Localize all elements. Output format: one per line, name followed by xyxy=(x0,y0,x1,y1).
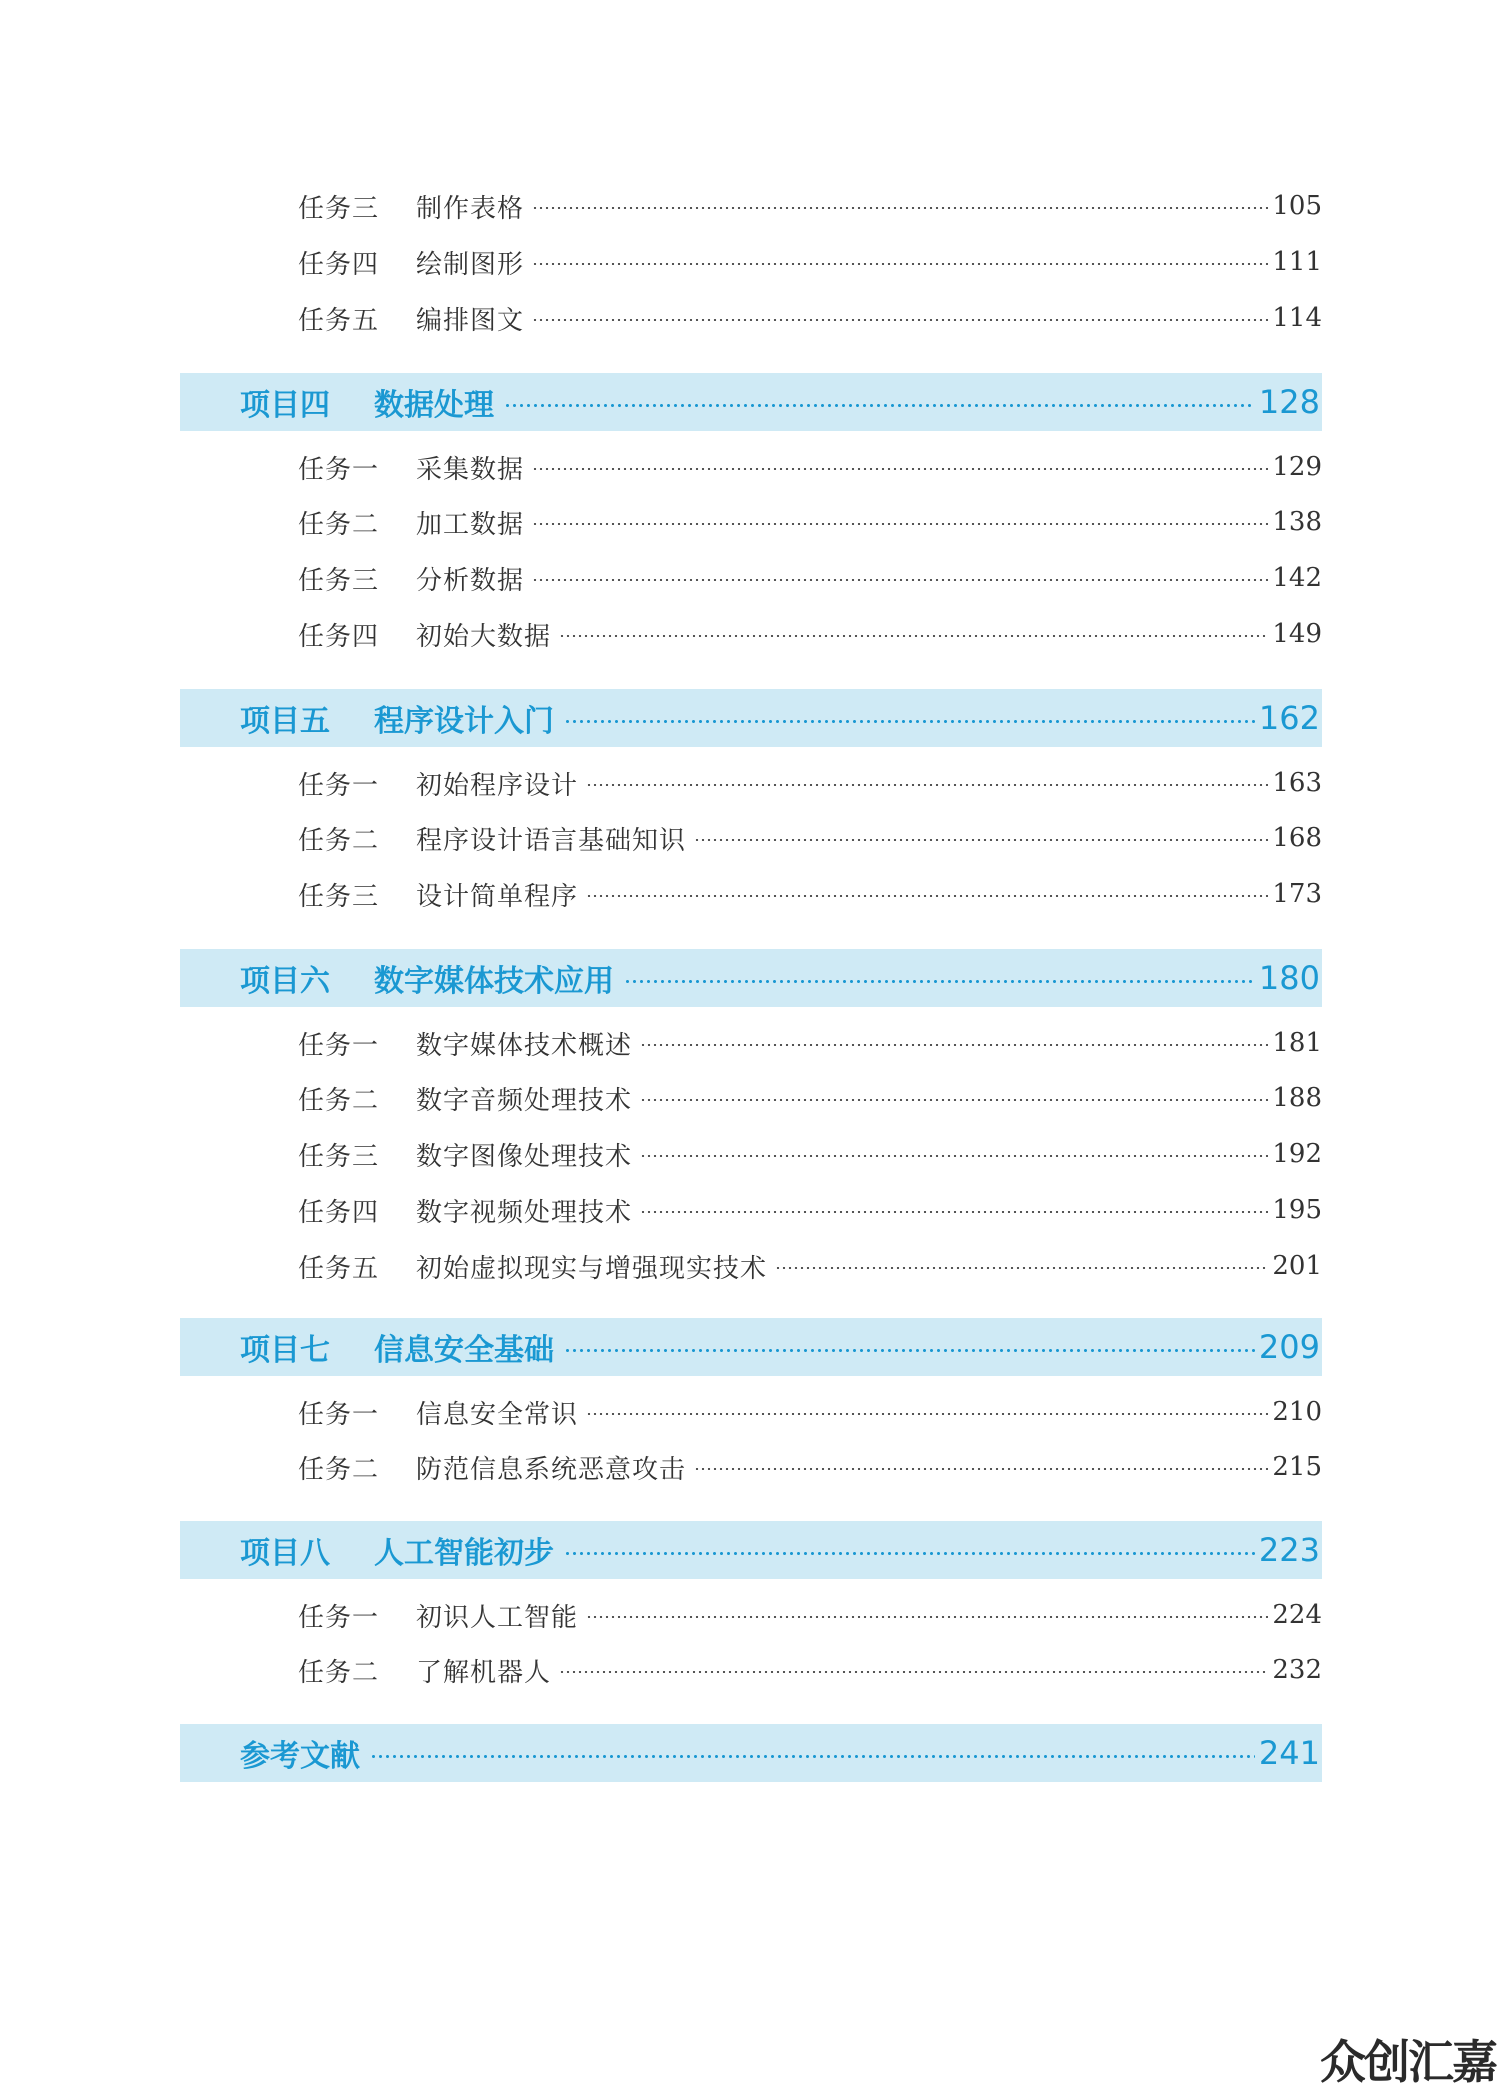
task-entry[interactable] xyxy=(180,1587,1322,1643)
task-title: 信息安全常识 xyxy=(416,1399,579,1430)
task-entry[interactable] xyxy=(180,1642,1322,1698)
task-entry[interactable] xyxy=(180,234,1322,290)
dot-leader xyxy=(586,1413,1268,1415)
task-entry[interactable] xyxy=(180,1070,1322,1126)
task-entry[interactable] xyxy=(180,1015,1322,1071)
dot-leader xyxy=(532,579,1268,581)
task-entry[interactable] xyxy=(180,1384,1322,1440)
task-number: 任务四 xyxy=(298,249,380,280)
task-title: 初始虚拟现实与增强现实技术 xyxy=(416,1253,768,1284)
project-title: 信息安全基础 xyxy=(374,1333,554,1368)
project-title: 数据处理 xyxy=(374,388,494,423)
dot-leader xyxy=(640,1155,1268,1157)
task-entry[interactable] xyxy=(180,290,1322,346)
task-title: 初始程序设计 xyxy=(416,770,579,801)
task-entry[interactable] xyxy=(180,810,1322,866)
dot-leader xyxy=(559,1671,1268,1673)
page-number: 173 xyxy=(1272,879,1322,909)
dot-leader xyxy=(532,263,1268,265)
project-heading[interactable] xyxy=(180,1318,1322,1376)
dot-leader xyxy=(504,404,1255,407)
dot-leader xyxy=(559,635,1268,637)
task-title: 加工数据 xyxy=(416,509,525,540)
page-number: 210 xyxy=(1272,1397,1322,1427)
dot-leader xyxy=(532,468,1268,470)
task-title: 数字媒体技术概述 xyxy=(416,1030,633,1061)
page-number: 195 xyxy=(1272,1195,1322,1225)
task-entry[interactable] xyxy=(180,494,1322,550)
project-number: 项目六 xyxy=(240,964,330,999)
task-title: 数字音频处理技术 xyxy=(416,1085,633,1116)
watermark-logo: 众创汇嘉 xyxy=(1320,2035,1496,2089)
task-entry[interactable] xyxy=(180,1238,1322,1294)
task-entry[interactable] xyxy=(180,1439,1322,1495)
task-number: 任务一 xyxy=(298,770,380,801)
task-number: 任务二 xyxy=(298,1454,380,1485)
dot-leader xyxy=(586,1616,1268,1618)
dot-leader xyxy=(775,1267,1268,1269)
task-title: 采集数据 xyxy=(416,454,525,485)
task-number: 任务四 xyxy=(298,621,380,652)
task-number: 任务四 xyxy=(298,1197,380,1228)
task-title: 数字视频处理技术 xyxy=(416,1197,633,1228)
task-entry[interactable] xyxy=(180,1126,1322,1182)
page-number: 142 xyxy=(1272,563,1322,593)
task-number: 任务一 xyxy=(298,1399,380,1430)
project-heading[interactable] xyxy=(180,689,1322,747)
task-title: 初始大数据 xyxy=(416,621,552,652)
project-title: 参考文献 xyxy=(240,1739,360,1774)
project-title: 人工智能初步 xyxy=(374,1536,554,1571)
page-number: 181 xyxy=(1272,1028,1322,1058)
task-number: 任务二 xyxy=(298,509,380,540)
page-number: 192 xyxy=(1272,1139,1322,1169)
task-title: 初识人工智能 xyxy=(416,1602,579,1633)
page-number: 114 xyxy=(1272,303,1322,333)
dot-leader xyxy=(586,895,1268,897)
task-number: 任务三 xyxy=(298,1141,380,1172)
dot-leader xyxy=(532,523,1268,525)
task-title: 分析数据 xyxy=(416,565,525,596)
dot-leader xyxy=(640,1211,1268,1213)
project-number: 项目四 xyxy=(240,388,330,423)
page-number: 241 xyxy=(1258,1734,1320,1772)
dot-leader xyxy=(640,1099,1268,1101)
project-number: 项目五 xyxy=(240,704,330,739)
task-title: 程序设计语言基础知识 xyxy=(416,825,687,856)
dot-leader xyxy=(624,980,1255,983)
page-number: 209 xyxy=(1258,1328,1320,1366)
project-heading[interactable] xyxy=(180,949,1322,1007)
task-entry[interactable] xyxy=(180,550,1322,606)
dot-leader xyxy=(564,720,1255,723)
task-number: 任务五 xyxy=(298,1253,380,1284)
dot-leader xyxy=(564,1552,1255,1555)
task-entry[interactable] xyxy=(180,1182,1322,1238)
page-number: 201 xyxy=(1272,1251,1322,1281)
page-number: 232 xyxy=(1272,1655,1322,1685)
page-number: 138 xyxy=(1272,507,1322,537)
dot-leader xyxy=(694,1468,1268,1470)
page-number: 129 xyxy=(1272,452,1322,482)
task-entry[interactable] xyxy=(180,606,1322,662)
task-entry[interactable] xyxy=(180,439,1322,495)
task-number: 任务二 xyxy=(298,825,380,856)
task-title: 绘制图形 xyxy=(416,249,525,280)
page-number: 162 xyxy=(1258,699,1320,737)
page-number: 215 xyxy=(1272,1452,1322,1482)
task-entry[interactable] xyxy=(180,866,1322,922)
dot-leader xyxy=(694,839,1268,841)
task-entry[interactable] xyxy=(180,755,1322,811)
project-heading[interactable] xyxy=(180,373,1322,431)
task-entry[interactable] xyxy=(180,178,1322,234)
task-number: 任务一 xyxy=(298,454,380,485)
dot-leader xyxy=(370,1755,1255,1758)
page-number: 188 xyxy=(1272,1083,1322,1113)
task-number: 任务三 xyxy=(298,881,380,912)
page-number: 149 xyxy=(1272,619,1322,649)
task-number: 任务三 xyxy=(298,193,380,224)
page-number: 224 xyxy=(1272,1600,1322,1630)
task-number: 任务三 xyxy=(298,565,380,596)
task-title: 防范信息系统恶意攻击 xyxy=(416,1454,687,1485)
project-number: 项目八 xyxy=(240,1536,330,1571)
task-title: 制作表格 xyxy=(416,193,525,224)
page-number: 168 xyxy=(1272,823,1322,853)
task-number: 任务一 xyxy=(298,1602,380,1633)
project-title: 程序设计入门 xyxy=(374,704,554,739)
task-number: 任务二 xyxy=(298,1085,380,1116)
page-number: 163 xyxy=(1272,768,1322,798)
task-title: 数字图像处理技术 xyxy=(416,1141,633,1172)
task-number: 任务五 xyxy=(298,305,380,336)
dot-leader xyxy=(532,319,1268,321)
project-heading[interactable] xyxy=(180,1724,1322,1782)
page-number: 223 xyxy=(1258,1531,1320,1569)
project-heading[interactable] xyxy=(180,1521,1322,1579)
dot-leader xyxy=(586,784,1268,786)
project-number: 项目七 xyxy=(240,1333,330,1368)
page-number: 128 xyxy=(1258,383,1320,421)
task-number: 任务二 xyxy=(298,1657,380,1688)
task-title: 了解机器人 xyxy=(416,1657,552,1688)
task-title: 设计简单程序 xyxy=(416,881,579,912)
task-number: 任务一 xyxy=(298,1030,380,1061)
dot-leader xyxy=(564,1349,1255,1352)
page-number: 180 xyxy=(1258,959,1320,997)
page-number: 111 xyxy=(1272,247,1322,277)
dot-leader xyxy=(640,1044,1268,1046)
project-title: 数字媒体技术应用 xyxy=(374,964,614,999)
page-number: 105 xyxy=(1272,191,1322,221)
dot-leader xyxy=(532,207,1268,209)
task-title: 编排图文 xyxy=(416,305,525,336)
